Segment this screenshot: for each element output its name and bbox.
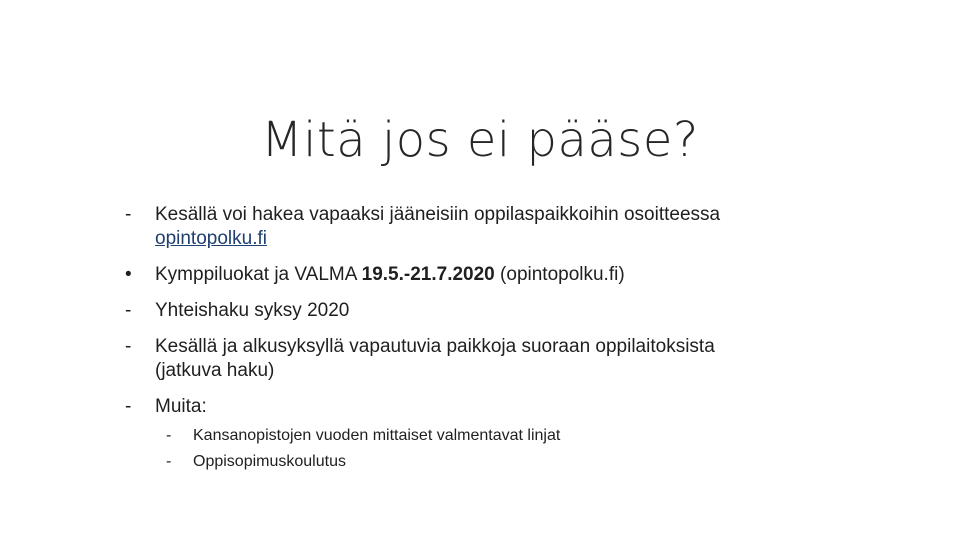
list-item-yhteishaku bbox=[125, 299, 845, 323]
sub-list bbox=[166, 423, 845, 475]
item-text: Kesällä ja alkusyksyllä vapautuvia paikkoja suoraan oppilaitoksista bbox=[155, 336, 715, 357]
dash-bullet: - bbox=[125, 300, 132, 321]
list-item-kymppiluokat bbox=[125, 263, 845, 287]
list-item-jatkuva-haku bbox=[125, 335, 845, 383]
list-item-summer-application bbox=[125, 203, 845, 251]
bullet-list bbox=[125, 203, 845, 487]
sub-item-oppisopimus bbox=[166, 449, 845, 475]
list-item-muita bbox=[125, 395, 845, 475]
opintopolku-link[interactable]: opintopolku.fi bbox=[155, 228, 267, 249]
item-text: Kesällä voi hakea vapaaksi jääneisiin oppilaspaikkoihin osoitteessa bbox=[155, 204, 721, 225]
item-text: Muita: bbox=[155, 396, 207, 417]
dot-bullet: • bbox=[125, 264, 132, 285]
dash-bullet: - bbox=[125, 396, 132, 417]
dash-bullet: - bbox=[125, 204, 132, 225]
dash-bullet: - bbox=[166, 427, 172, 444]
sub-item-text: Oppisopimuskoulutus bbox=[193, 453, 346, 470]
sub-item-kansanopistot bbox=[166, 423, 845, 449]
item-text: Kymppiluokat ja VALMA bbox=[155, 264, 362, 285]
item-text-line2: (jatkuva haku) bbox=[155, 360, 275, 381]
item-text-suffix: (opintopolku.fi) bbox=[494, 264, 625, 285]
date-range: 19.5.-21.7.2020 bbox=[361, 264, 495, 285]
dash-bullet: - bbox=[166, 453, 172, 470]
sub-item-text: Kansanopistojen vuoden mittaiset valmentavat linjat bbox=[193, 427, 561, 444]
item-text: Yhteishaku syksy 2020 bbox=[155, 300, 350, 321]
slide-title: Mitä jos ei pääse? bbox=[261, 112, 699, 168]
dash-bullet: - bbox=[125, 336, 132, 357]
